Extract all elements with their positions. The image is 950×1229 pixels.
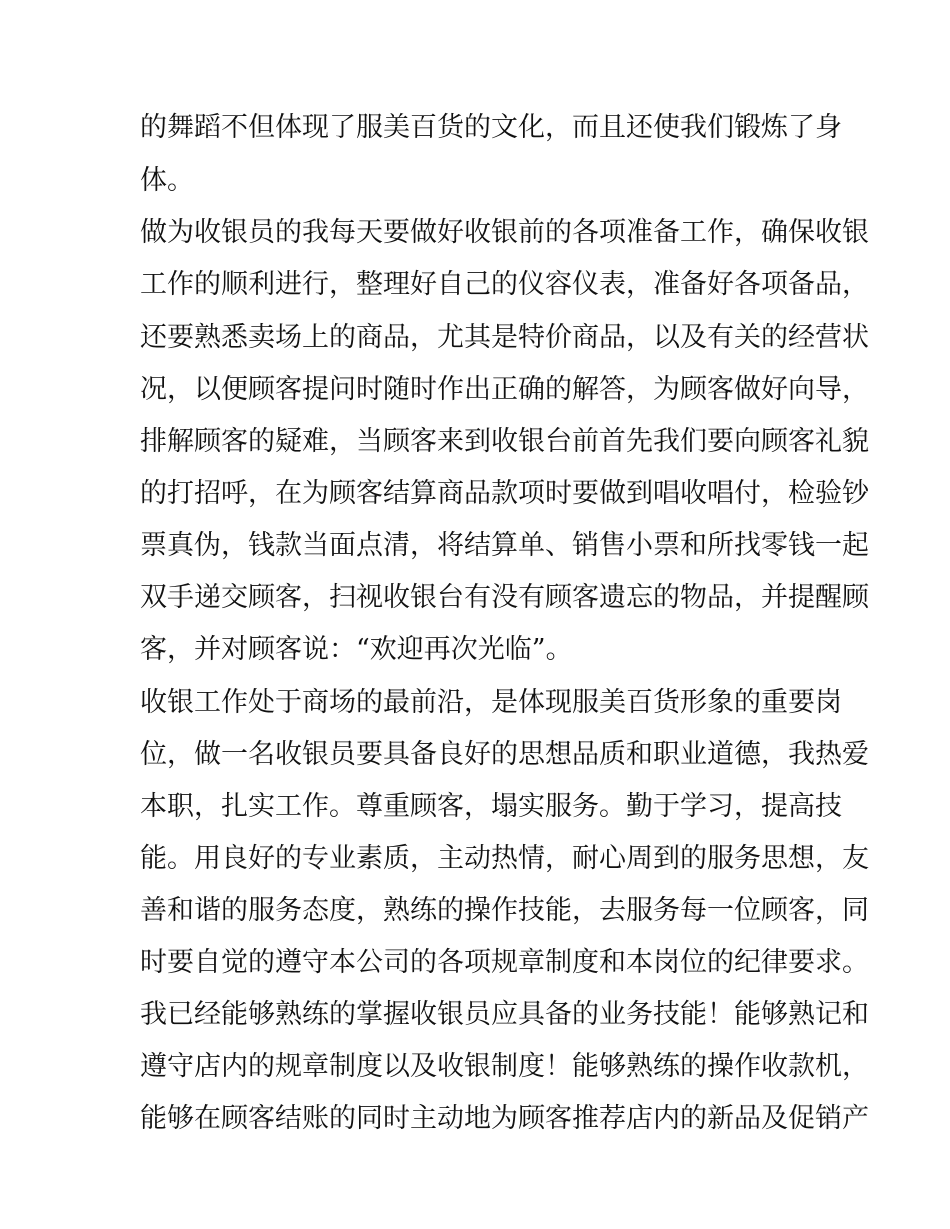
text-line: 收银工作处于商场的最前沿，是体现服美百货形象的重要岗	[140, 687, 842, 718]
text-line: 我已经能够熟练的掌握收银员应具备的业务技能！能够熟记和	[140, 999, 869, 1030]
text-line: 善和谐的服务态度，熟练的操作技能，去服务每一位顾客，同	[140, 895, 869, 926]
text-line: 能。用良好的专业素质，主动热情，耐心周到的服务思想，友	[140, 843, 869, 874]
text-line: 本职，扎实工作。尊重顾客，塌实服务。勤于学习，提高技	[140, 791, 842, 822]
text-line: 位，做一名收银员要具备良好的思想品质和职业道德，我热爱	[140, 739, 869, 770]
text-line: 能够在顾客结账的同时主动地为顾客推荐店内的新品及促销产	[140, 1103, 869, 1134]
text-line: 况，以便顾客提问时随时作出正确的解答，为顾客做好向导，	[140, 374, 869, 405]
text-line: 客，并对顾客说：“欢迎再次光临”。	[140, 634, 573, 665]
text-line: 遵守店内的规章制度以及收银制度！能够熟练的操作收款机，	[140, 1051, 869, 1082]
text-line: 票真伪，钱款当面点清，将结算单、销售小票和所找零钱一起	[140, 530, 869, 561]
text-line: 的打招呼，在为顾客结算商品款项时要做到唱收唱付，检验钞	[140, 478, 869, 509]
text-line: 时要自觉的遵守本公司的各项规章制度和本岗位的纪律要求。	[140, 947, 869, 978]
text-line: 体。	[140, 165, 194, 196]
text-line: 双手递交顾客，扫视收银台有没有顾客遗忘的物品，并提醒顾	[140, 582, 869, 613]
text-line: 工作的顺利进行，整理好自己的仪容仪表，准备好各项备品，	[140, 269, 869, 300]
text-line: 排解顾客的疑难，当顾客来到收银台前首先我们要向顾客礼貌	[140, 426, 869, 457]
text-line: 的舞蹈不但体现了服美百货的文化，而且还使我们锻炼了身	[140, 112, 842, 143]
text-line: 做为收银员的我每天要做好收银前的各项准备工作，确保收银	[140, 217, 869, 248]
text-line: 还要熟悉卖场上的商品，尤其是特价商品，以及有关的经营状	[140, 322, 869, 353]
